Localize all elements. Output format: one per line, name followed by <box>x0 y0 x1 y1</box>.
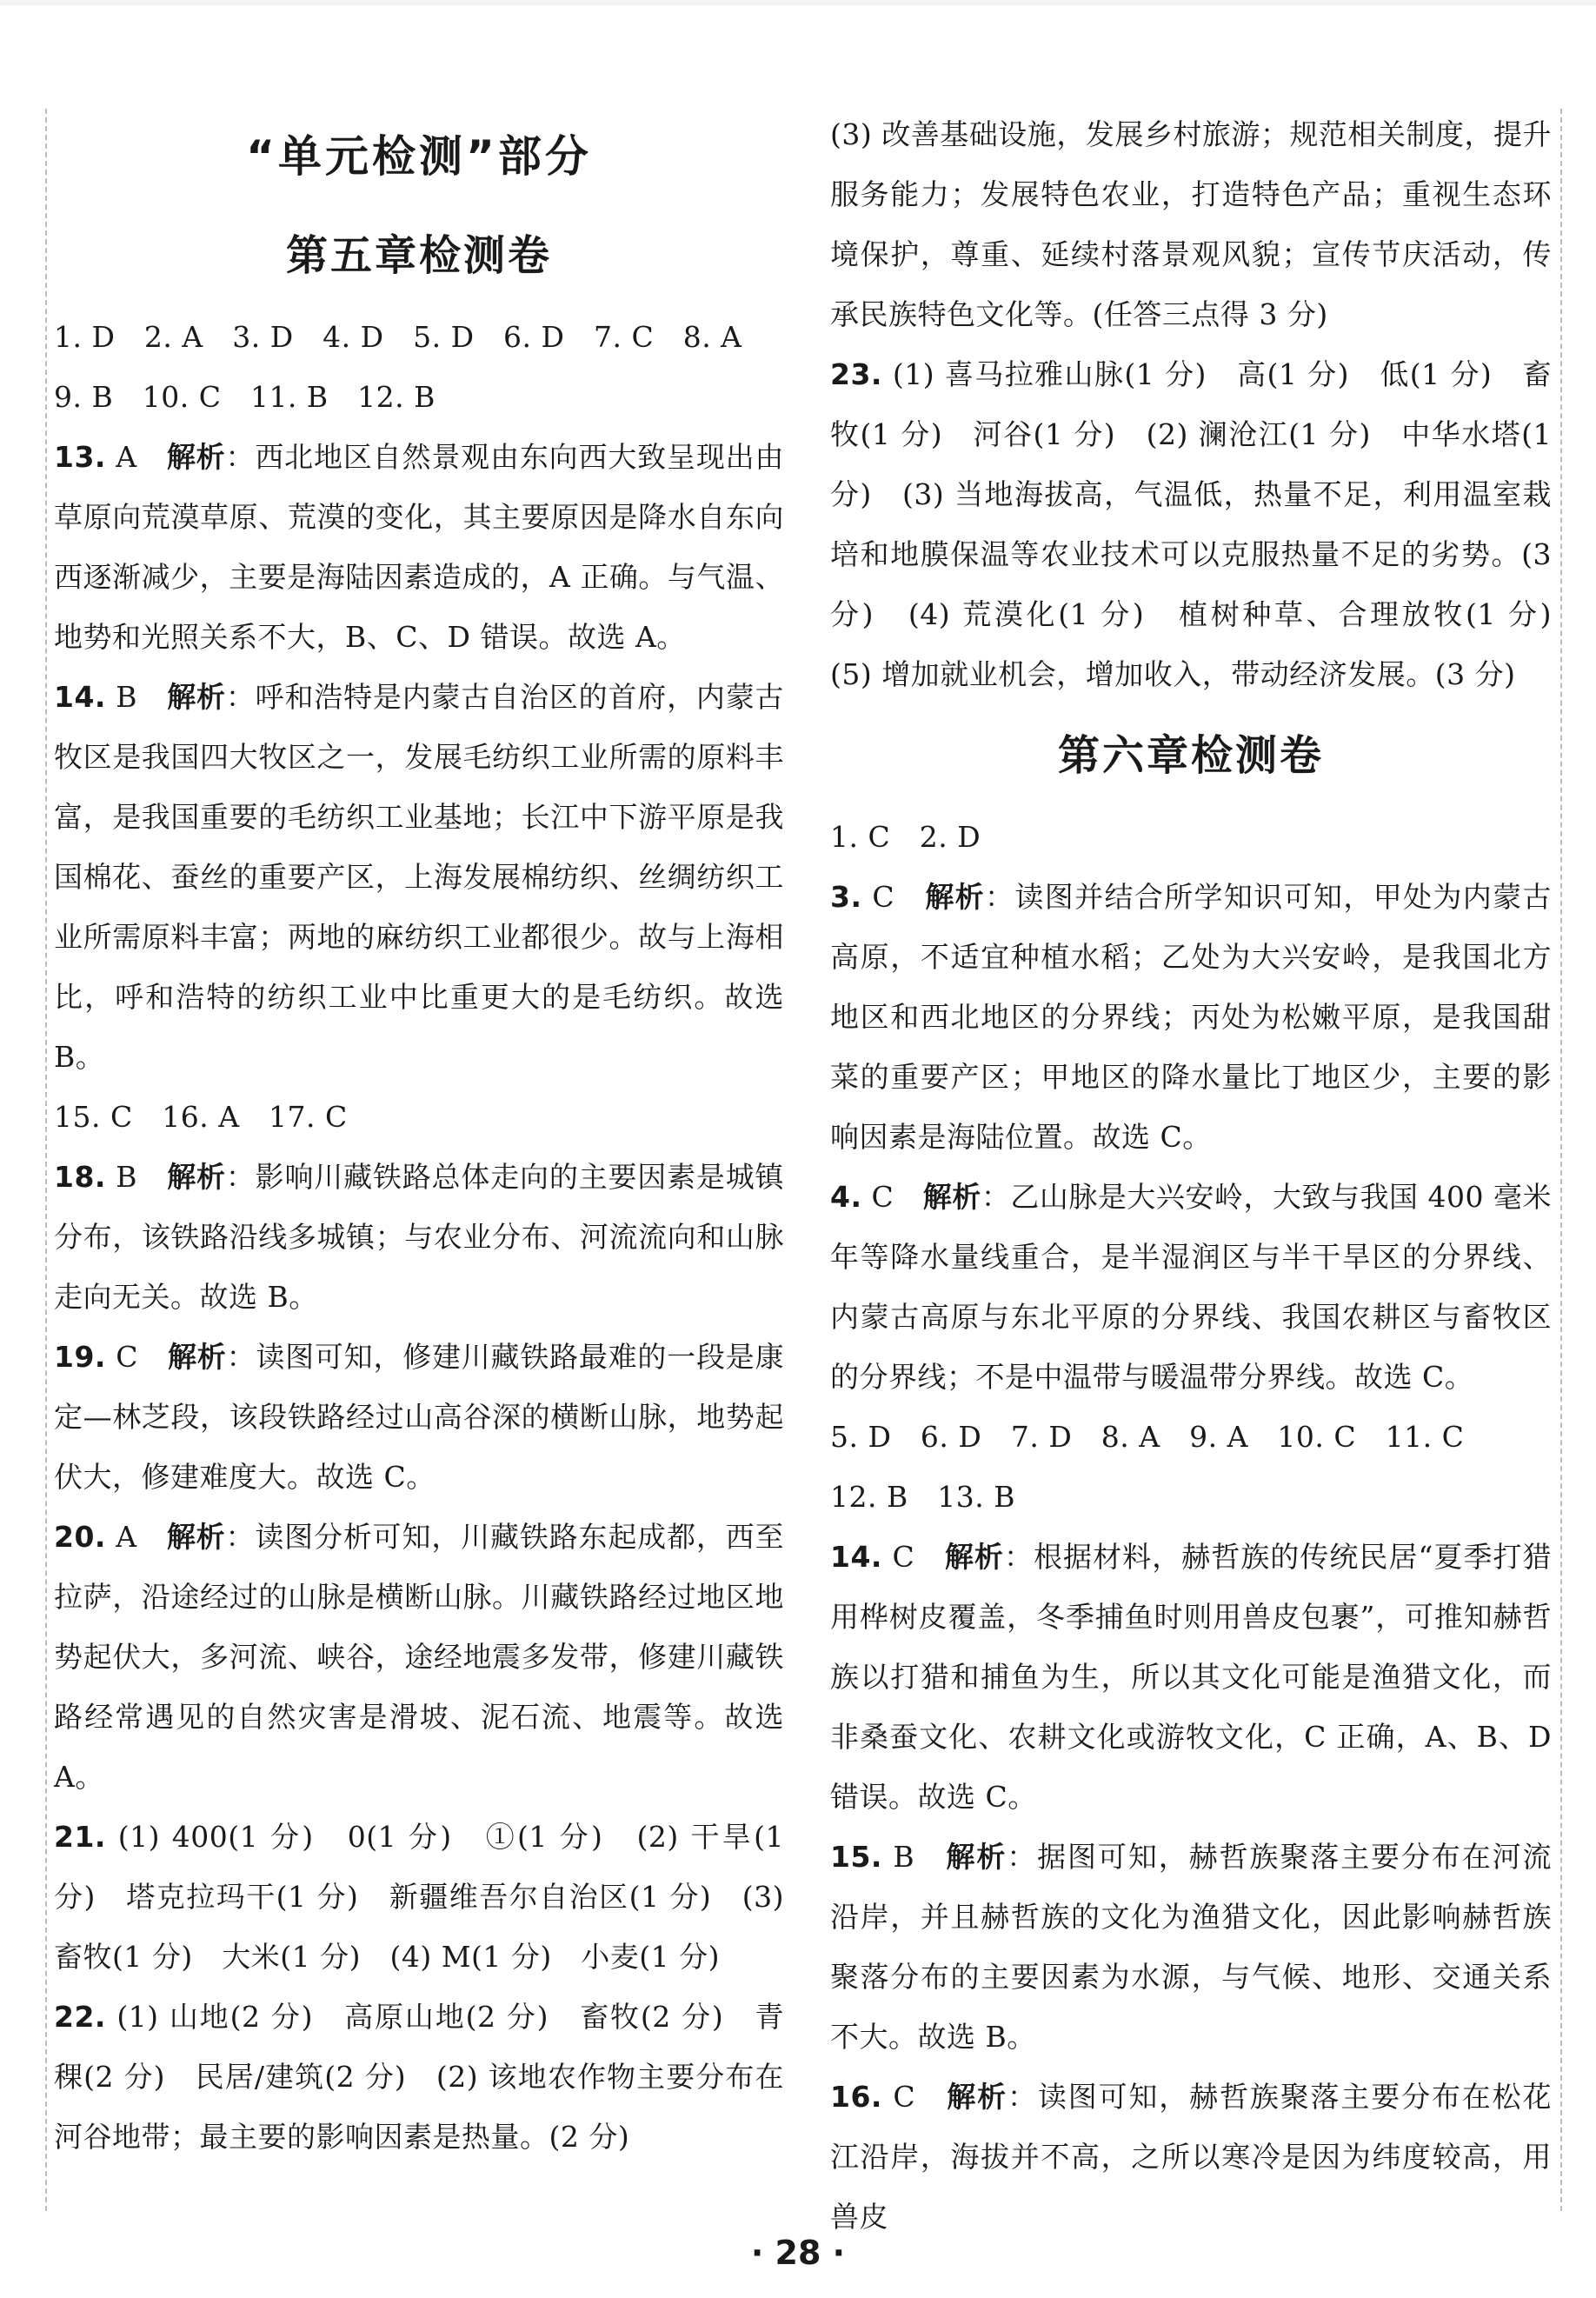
answer-item: 14. B 解析：呼和浩特是内蒙古自治区的首府，内蒙古牧区是我国四大牧区之一，发展毛纺织工业所需的原料丰富，是我国重要的毛纺织工业基地；长江中下游平原是我国棉花、蚕丝的重要产区，上海发展棉纺织、丝绸纺织工业所需原料丰富；两地的麻纺织工业都很少。故与上海相比，呼和浩特的纺织工业中比重更大的是毛纺织。故选 B。 <box>54 680 785 1074</box>
answer-letter: C <box>871 1180 894 1214</box>
right-column <box>830 109 1581 2234</box>
answer-text: (3) 改善基础设施，发展乡村旅游；规范相关制度，提升服务能力；发展特色农业，打造特色产品；重视生态环境保护，尊重、延续村落景观风貌；宣传节庆活动，传承民族特色文化等。(任答三点得 3 分) <box>830 117 1552 331</box>
answer-item <box>54 1987 784 2167</box>
right-answer-list-top <box>830 104 1581 704</box>
answer-text: 根据材料，赫哲族的传统民居“夏季打猎用桦树皮覆盖，冬季捕鱼时则用兽皮包裹”，可推知赫哲族以打猎和捕鱼为生，所以其文化可能是渔猎文化，而非桑蚕文化、农耕文化或游牧文化，C 正确，A、B、D 错误。故选 C。 <box>830 1540 1553 1814</box>
analysis-tag: 解析 <box>166 1520 226 1554</box>
answer-item <box>830 1467 1552 1527</box>
answer-item: 16. C 解析：读图可知，赫哲族聚落主要分布在松花江沿岸，海拔并不高，之所以寒冷是因为纬度较高，用兽皮 <box>830 2080 1553 2234</box>
answer-letter: C <box>893 2080 916 2114</box>
analysis-tag: 解析 <box>167 680 226 714</box>
answer-text: 读图可知，修建川藏铁路最难的一段是康定—林芝段，该段铁路经过山高谷深的横断山脉，地势起伏大，修建难度大。故选 C。 <box>54 1340 785 1494</box>
answer-text: 呼和浩特是内蒙古自治区的首府，内蒙古牧区是我国四大牧区之一，发展毛纺织工业所需的原料丰富，是我国重要的毛纺织工业基地；长江中下游平原是我国棉花、蚕丝的重要产区，上海发展棉纺织、丝绸纺织工业所需原料丰富；两地的麻纺织工业都很少。故与上海相比，呼和浩特的纺织工业中比重更大的是毛纺织。故选 B。 <box>54 680 785 1074</box>
answer-item: 19. C 解析：读图可知，修建川藏铁路最难的一段是康定—林芝段，该段铁路经过山高谷深的横断山脉，地势起伏大，修建难度大。故选 C。 <box>54 1340 785 1494</box>
left-column <box>45 109 784 2211</box>
chapter-title-5: 第五章检测卷 <box>285 231 552 280</box>
answer-text: 乙山脉是大兴安岭，大致与我国 400 毫米年等降水量线重合，是半湿润区与半干旱区的分界线、内蒙古高原与东北平原的分界线、我国农耕区与畜牧区的分界线；不是中温带与暖温带分界线。故选 C。 <box>830 1180 1553 1394</box>
answer-text: 读图并结合所学知识可知，甲处为内蒙古高原，不适宜种植水稻；乙处为大兴安岭，是我国北方地区和西北地区的分界线；丙处为松嫩平原，是我国甜菜的重要产区；甲地区的降水量比丁地区少，主要的影响因素是海陆位置。故选 C。 <box>830 880 1553 1154</box>
analysis-tag: 解析 <box>925 880 986 914</box>
answer-text: 读图可知，赫哲族聚落主要分布在松花江沿岸，海拔并不高，之所以寒冷是因为纬度较高，用兽皮 <box>830 2080 1553 2234</box>
answer-item <box>54 1087 784 1147</box>
answer-item: 4. C 解析：乙山脉是大兴安岭，大致与我国 400 毫米年等降水量线重合，是半湿润区与半干旱区的分界线、内蒙古高原与东北平原的分界线、我国农耕区与畜牧区的分界线；不是中温带与暖温带分界线。故选 C。 <box>830 1180 1553 1394</box>
answer-text: 1. C 2. D <box>830 820 981 854</box>
answer-text: 西北地区自然景观由东向西大致呈现出由草原向荒漠草原、荒漠的变化，其主要原因是降水自东向西逐渐减少，主要是海陆因素造成的，A 正确。与气温、地势和光照关系不大，B、C、D 错误。故选 A。 <box>54 440 785 654</box>
answer-letter: A <box>116 440 137 474</box>
answer-item <box>54 307 784 367</box>
section-title: “单元检测”部分 <box>246 131 592 182</box>
question-number: 18. <box>54 1160 106 1194</box>
answer-item: 13. A 解析：西北地区自然景观由东向西大致呈现出由草原向荒漠草原、荒漠的变化，其主要原因是降水自东向西逐渐减少，主要是海陆因素造成的，A 正确。与气温、地势和光照关系不大，B、C、D 错误。故选 A。 <box>54 440 785 654</box>
answer-text: 15. C 16. A 17. C <box>54 1100 348 1134</box>
question-number: 13. <box>54 440 106 474</box>
answer-item: 18. B 解析：影响川藏铁路总体走向的主要因素是城镇分布，该铁路沿线多城镇；与农业分布、河流流向和山脉走向无关。故选 B。 <box>54 1160 785 1314</box>
question-number: 16. <box>830 2080 882 2114</box>
page-top-line <box>0 0 1596 5</box>
answer-letter: B <box>893 1840 915 1874</box>
analysis-tag: 解析 <box>168 1340 227 1374</box>
question-number: 23. <box>830 357 882 391</box>
right-answer-list <box>830 807 1552 2247</box>
answer-item <box>830 104 1552 344</box>
answer-text: (1) 喜马拉雅山脉(1 分) 高(1 分) 低(1 分) 畜牧(1 分) 河谷(1 分) (2) 澜沧江(1 分) 中华水塔(1 分) (3) 当地海拔高，气温低，热量不足，利用温室栽培和地膜保温等农业技术可以克服热量不足的劣势。(3 分) (4) 荒漠化(1 分) 植树种草、合理放牧(1 分) (5) 增加就业机会，增加收入，带动经济发展。(3 分) <box>830 357 1581 691</box>
answer-item <box>830 807 1552 867</box>
answer-item <box>830 344 1581 704</box>
question-number: 22. <box>54 2000 106 2034</box>
answer-text: 9. B 10. C 11. B 12. B <box>54 380 436 414</box>
answer-letter: B <box>116 680 138 714</box>
analysis-tag: 解析 <box>944 1540 1004 1574</box>
analysis-tag: 解析 <box>946 1840 1007 1874</box>
answer-text: 读图分析可知，川藏铁路东起成都，西至拉萨，沿途经过的山脉是横断山脉。川藏铁路经过地区地势起伏大，多河流、峡谷，途经地震多发带，修建川藏铁路经常遇见的自然灾害是滑坡、泥石流、地震等。故选 A。 <box>54 1520 785 1794</box>
question-number: 21. <box>54 1820 106 1854</box>
answer-item: 14. C 解析：根据材料，赫哲族的传统民居“夏季打猎用桦树皮覆盖，冬季捕鱼时则用兽皮包裹”，可推知赫哲族以打猎和捕鱼为生，所以其文化可能是渔猎文化，而非桑蚕文化、农耕文化或游牧文化，C 正确，A、B、D 错误。故选 C。 <box>830 1540 1553 1814</box>
answer-item: 20. A 解析：读图分析可知，川藏铁路东起成都，西至拉萨，沿途经过的山脉是横断山脉。川藏铁路经过地区地势起伏大，多河流、峡谷，途经地震多发带，修建川藏铁路经常遇见的自然灾害是滑坡、泥石流、地震等。故选 A。 <box>54 1520 785 1794</box>
page-number: · 28 · <box>750 2234 846 2272</box>
answer-text: 1. D 2. A 3. D 4. D 5. D 6. D 7. C 8. A <box>54 320 742 354</box>
answer-item: 3. C 解析：读图并结合所学知识可知，甲处为内蒙古高原，不适宜种植水稻；乙处为大兴安岭，是我国北方地区和西北地区的分界线；丙处为松嫩平原，是我国甜菜的重要产区；甲地区的降水量比丁地区少，主要的影响因素是海陆位置。故选 C。 <box>830 880 1553 1154</box>
answer-text: 影响川藏铁路总体走向的主要因素是城镇分布，该铁路沿线多城镇；与农业分布、河流流向和山脉走向无关。故选 B。 <box>54 1160 785 1314</box>
question-number: 14. <box>54 680 106 714</box>
answer-item <box>54 1807 784 1987</box>
question-number: 20. <box>54 1520 106 1554</box>
answer-letter: B <box>116 1160 138 1194</box>
answer-text: (1) 400(1 分) 0(1 分) ①(1 分) (2) 干旱(1 分) 塔克拉玛干(1 分) 新疆维吾尔自治区(1 分) (3) 畜牧(1 分) 大米(1 分) (4) M(1 分) 小麦(1 分) <box>54 1820 784 1974</box>
answer-item <box>54 367 784 427</box>
answer-letter: C <box>116 1340 138 1374</box>
answer-letter: C <box>892 1540 915 1574</box>
question-number: 3. <box>830 880 862 914</box>
answer-text: 5. D 6. D 7. D 8. A 9. A 10. C 11. C <box>830 1420 1465 1454</box>
answer-text: 12. B 13. B <box>830 1480 1015 1514</box>
analysis-tag: 解析 <box>167 1160 226 1194</box>
left-answer-list <box>54 307 784 2167</box>
answer-text: (1) 山地(2 分) 高原山地(2 分) 畜牧(2 分) 青稞(2 分) 民居/建筑(2 分) (2) 该地农作物主要分布在河谷地带；最主要的影响因素是热量。(2 分) <box>54 2000 784 2154</box>
question-number: 14. <box>830 1540 882 1574</box>
question-number: 4. <box>830 1180 862 1214</box>
analysis-tag: 解析 <box>947 2080 1007 2114</box>
analysis-tag: 解析 <box>922 1180 981 1214</box>
analysis-tag: 解析 <box>166 440 226 474</box>
question-number: 15. <box>830 1840 882 1874</box>
question-number: 19. <box>54 1340 106 1374</box>
answer-item <box>830 1407 1552 1467</box>
answer-item: 15. B 解析：据图可知，赫哲族聚落主要分布在河流沿岸，并且赫哲族的文化为渔猎文化，因此影响赫哲族聚落分布的主要因素为水源，与气候、地形、交通关系不大。故选 B。 <box>830 1840 1552 2054</box>
answer-letter: A <box>116 1520 137 1554</box>
answer-letter: C <box>872 880 895 914</box>
chapter-title-6: 第六章检测卷 <box>1057 731 1324 780</box>
answer-text: 据图可知，赫哲族聚落主要分布在河流沿岸，并且赫哲族的文化为渔猎文化，因此影响赫哲族聚落分布的主要因素为水源，与气候、地形、交通关系不大。故选 B。 <box>830 1840 1552 2054</box>
